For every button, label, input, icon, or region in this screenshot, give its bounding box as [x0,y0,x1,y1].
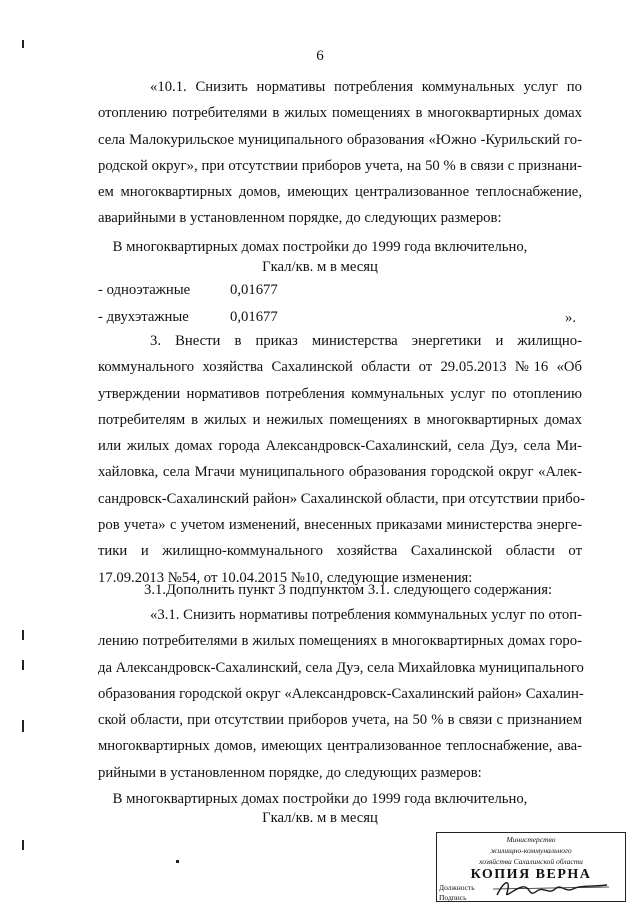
norm-value: 0,01677 [230,309,278,325]
page-number: 6 [316,48,324,64]
handwritten-signature [491,875,611,901]
text-line: да Александровск-Сахалинский, села Дуэ, села Михайловка муниципального [98,659,584,676]
norm-heading-2: В многоквартирных домах постройки до 1999 года включительно, [112,791,528,807]
text-line: сандровск-Сахалинский район» Сахалинской области, при отсутствии прибо- [98,490,585,507]
paragraph-3-1-intro [98,577,582,603]
stamp-copy-text: КОПИЯ ВЕРНА [470,867,592,882]
text-line: села Малокурильское муниципального образования «Южно -Курильский го- [98,131,582,148]
norm-label: - двухэтажные [98,309,189,325]
text-line: тики и жилищно-коммунального хозяйства Сахалинской области от [98,543,582,560]
text-line: 3.1.Дополнить пункт 3 подпунктом 3.1. следующего содержания: [144,582,553,598]
stamp-position-label: Должность [439,883,475,892]
norm-value: 0,01677 [230,282,278,298]
text-line: рийными в установленном порядке, до следующих размеров: [98,764,482,781]
stamp-org-line: Министерство [506,835,556,844]
text-line: ров учета» с учетом изменений, внесенных приказами министерства энерге- [98,517,582,534]
text-line: образования городской округ «Александровск-Сахалинский район» Сахалин- [98,685,584,702]
paragraph-3-1-quote [98,602,582,786]
text-line: многоквартирных домов, имеющих централизованное теплоснабжение, ава- [98,738,582,755]
text-line: «10.1. Снизить нормативы потребления коммунальных услуг по [150,79,582,95]
text-line: утверждении нормативов потребления коммунальных услуг по отоплению [98,385,582,402]
certified-copy-stamp [436,832,626,902]
text-line: аварийными в установленном порядке, до следующих размеров: [98,210,502,227]
text-line: отоплению потребителями в жилых помещениях в многоквартирных домах [98,105,582,122]
text-line: или жилых домах города Александровск-Сахалинский, села Дуэ, села Ми- [98,438,582,455]
stamp-org-line: жилищно-коммунального [490,846,572,855]
text-line: родской округ», при отсутствии приборов учета, на 50 % в связи с признани- [98,157,582,174]
norm-row-two-storey [98,309,278,326]
text-line: ской области, при отсутствии приборов учета, на 50 % в связи с признанием [98,712,582,729]
text-line: ем многоквартирных домов, имеющих централизованное теплоснабжение, [98,184,582,201]
norm-row-single-storey [98,282,278,299]
text-line: «3.1. Снизить нормативы потребления коммунальных услуг по отоп- [150,607,582,623]
text-line: 3. Внести в приказ министерства энергетики и жилищно- [150,333,582,349]
norm-unit-2: Гкал/кв. м в месяц [262,810,378,826]
norm-label: - одноэтажные [98,282,191,298]
text-line: хайловка, села Мгачи муниципального образования городской округ «Алек- [98,464,582,481]
paragraph-10-1 [98,74,582,232]
stamp-signature-label: Подпись [439,893,467,902]
norm-unit-1: Гкал/кв. м в месяц [262,259,378,275]
text-line: потребителям в жилых и нежилых помещениях в многоквартирных домах [98,411,582,428]
closing-quote: ». [565,310,577,326]
text-line: коммунального хозяйства Сахалинской области от 29.05.2013 №16 «Об [98,359,582,376]
paragraph-3 [98,328,585,591]
text-line: 17.09.2013 №54, от 10.04.2015 №10, следующие изменения: [98,569,473,586]
text-line: лению потребителями в жилых помещениях в многоквартирных домах горо- [98,633,582,650]
norm-heading-1: В многоквартирных домах постройки до 1999 года включительно, [112,239,528,255]
stamp-org-line: хозяйства Сахалинской области [479,857,583,866]
